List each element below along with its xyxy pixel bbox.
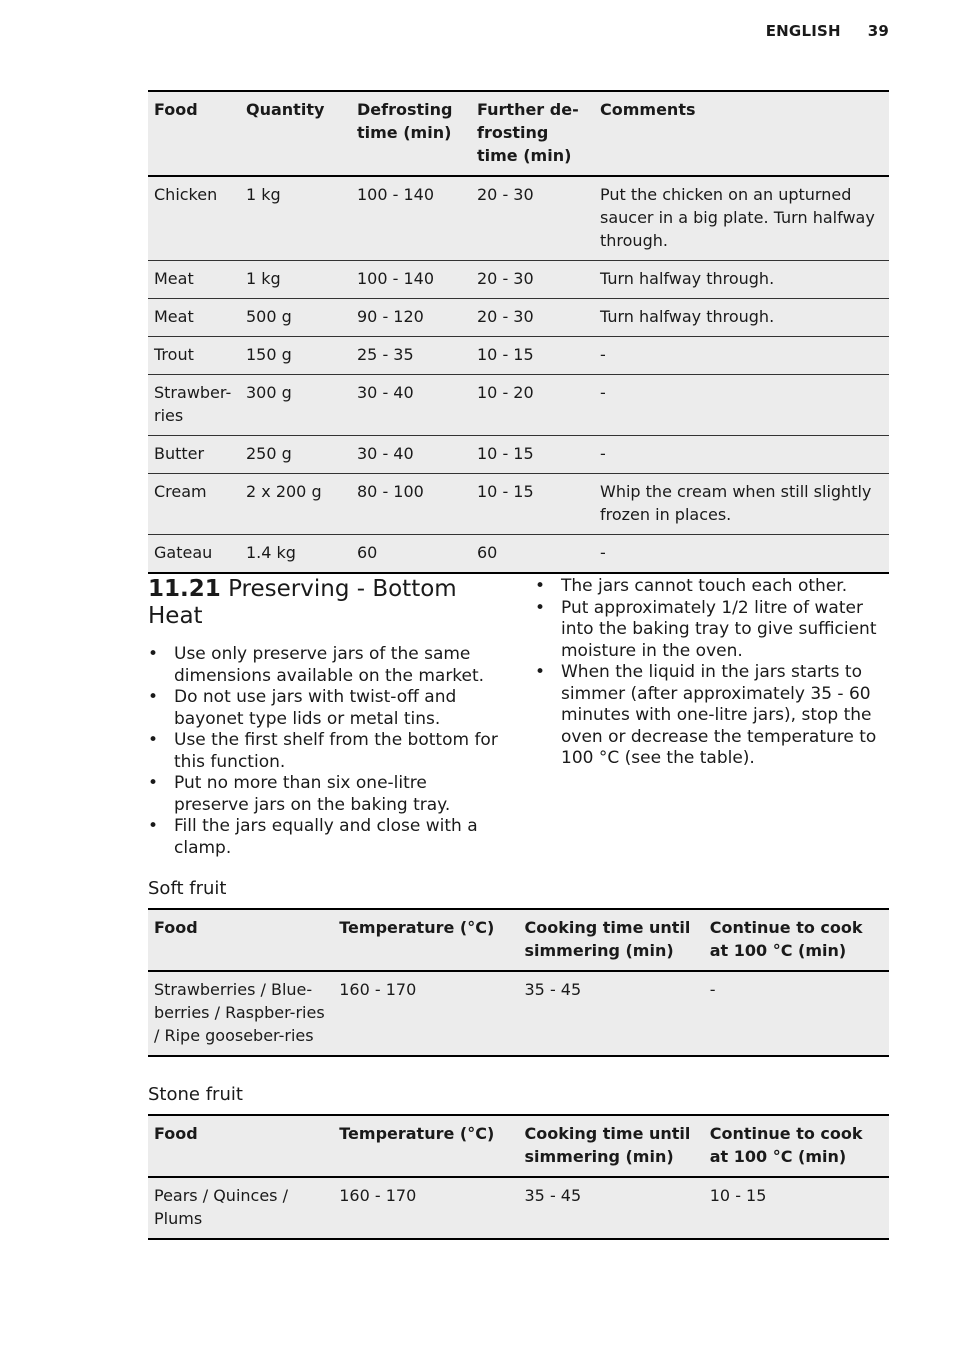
header-quantity: Quantity [246,100,325,119]
table-row [148,1177,889,1239]
section-left-column [148,576,503,859]
list-item: • When the liquid in the jars starts to simmer (after approximately 35 - 60 minutes with one-litre jars), stop the oven or decrease the temperature to 100 °C (see the table). [535,662,889,770]
cell-quantity: 300 g [246,383,292,402]
header-continue-cook: Continue to cook at 100 °C (min) [709,918,863,960]
list-item: • Put no more than six one-litre preserve jars on the baking tray. [148,773,503,816]
table-row [148,261,889,299]
cell-further-time: 10 - 15 [477,444,534,463]
cell-further-time: 20 - 30 [477,307,534,326]
cell-further-time: 10 - 15 [477,482,534,501]
header-further-defrosting-time: Further de-frosting time (min) [477,100,579,165]
cell-comments: - [600,345,606,364]
table-row [148,176,889,261]
cell-food: Trout [154,345,194,364]
cell-further-time: 10 - 20 [477,383,534,402]
defrosting-table [148,90,889,574]
cell-comments: - [600,444,606,463]
header-continue-cook: Continue to cook at 100 °C (min) [709,1124,863,1166]
table-row [148,299,889,337]
cell-food: Meat [154,269,194,288]
cell-comments: Put the chicken on an upturned saucer in a big plate. Turn halfway through. [600,185,875,250]
cell-further-time: 10 - 15 [477,345,534,364]
cell-comments: Turn halfway through. [600,307,775,326]
table-row [148,375,889,436]
page-number: 39 [867,22,889,40]
table-header-row [148,909,889,971]
cell-temperature: 160 - 170 [339,1186,417,1205]
section-number: 11.21 [148,576,221,602]
header-food: Food [154,918,198,937]
header-food: Food [154,1124,198,1143]
list-item: • Put approximately 1/2 litre of water into the baking tray to give sufficient moisture in the oven. [535,598,889,663]
cell-further-time: 20 - 30 [477,269,534,288]
cell-quantity: 250 g [246,444,292,463]
cell-food: Cream [154,482,207,501]
soft-fruit-table [148,908,889,1057]
header-cooking-time: Cooking time until simmering (min) [524,918,691,960]
cell-further-time: 20 - 30 [477,185,534,204]
cell-defrost-time: 30 - 40 [357,383,414,402]
cell-food: Meat [154,307,194,326]
table-row [148,535,889,574]
cell-quantity: 1 kg [246,269,281,288]
cell-defrost-time: 100 - 140 [357,185,435,204]
section-right-column [535,576,889,770]
cell-food: Gateau [154,543,213,562]
list-item: • Use only preserve jars of the same dimensions available on the market. [148,644,503,687]
section-title-text: Preserving - Bottom Heat [148,576,457,629]
cell-comments: - [600,383,606,402]
cell-continue-cook: 10 - 15 [709,1186,767,1205]
cell-defrost-time: 30 - 40 [357,444,414,463]
cell-food: Pears / Quinces / Plums [154,1186,288,1228]
stone-fruit-title: Stone fruit [148,1084,243,1105]
cell-defrost-time: 60 [357,543,378,562]
list-item: • Do not use jars with twist-off and bayonet type lids or metal tins. [148,687,503,730]
cell-cooking-time: 35 - 45 [524,1186,582,1205]
stone-fruit-table [148,1114,889,1240]
cell-comments: Whip the cream when still slightly frozen in places. [600,482,872,524]
cell-food: Strawberries / Blue-berries / Raspber-ries / Ripe gooseber-ries [154,980,325,1045]
cell-quantity: 1.4 kg [246,543,296,562]
cell-defrost-time: 25 - 35 [357,345,414,364]
cell-quantity: 2 x 200 g [246,482,322,501]
header-temperature: Temperature (°C) [339,918,495,937]
cell-continue-cook: - [709,980,716,999]
cell-quantity: 500 g [246,307,292,326]
header-comments: Comments [600,100,696,119]
cell-food: Strawber-ries [154,383,232,425]
cell-quantity: 1 kg [246,185,281,204]
cell-temperature: 160 - 170 [339,980,417,999]
table-row [148,436,889,474]
cell-food: Butter [154,444,205,463]
instructions-list-right [535,576,889,770]
header-cooking-time: Cooking time until simmering (min) [524,1124,691,1166]
table-row [148,971,889,1056]
cell-defrost-time: 90 - 120 [357,307,424,326]
list-item: • The jars cannot touch each other. [535,576,889,598]
language-label: ENGLISH [765,22,841,40]
cell-comments: - [600,543,606,562]
cell-quantity: 150 g [246,345,292,364]
table-row [148,337,889,375]
soft-fruit-title: Soft fruit [148,878,227,899]
header-temperature: Temperature (°C) [339,1124,495,1143]
header-defrosting-time: Defrosting time (min) [357,100,453,142]
cell-food: Chicken [154,185,218,204]
cell-comments: Turn halfway through. [600,269,775,288]
page-header [766,22,889,40]
section-title [148,576,503,630]
list-item: • Use the first shelf from the bottom for this function. [148,730,503,773]
table-header-row [148,1115,889,1177]
cell-defrost-time: 80 - 100 [357,482,424,501]
header-food: Food [154,100,198,119]
cell-cooking-time: 35 - 45 [524,980,582,999]
list-item: • Fill the jars equally and close with a clamp. [148,816,503,859]
cell-defrost-time: 100 - 140 [357,269,435,288]
table-header-row [148,91,889,176]
table-row [148,474,889,535]
instructions-list-left [148,644,503,859]
cell-further-time: 60 [477,543,498,562]
